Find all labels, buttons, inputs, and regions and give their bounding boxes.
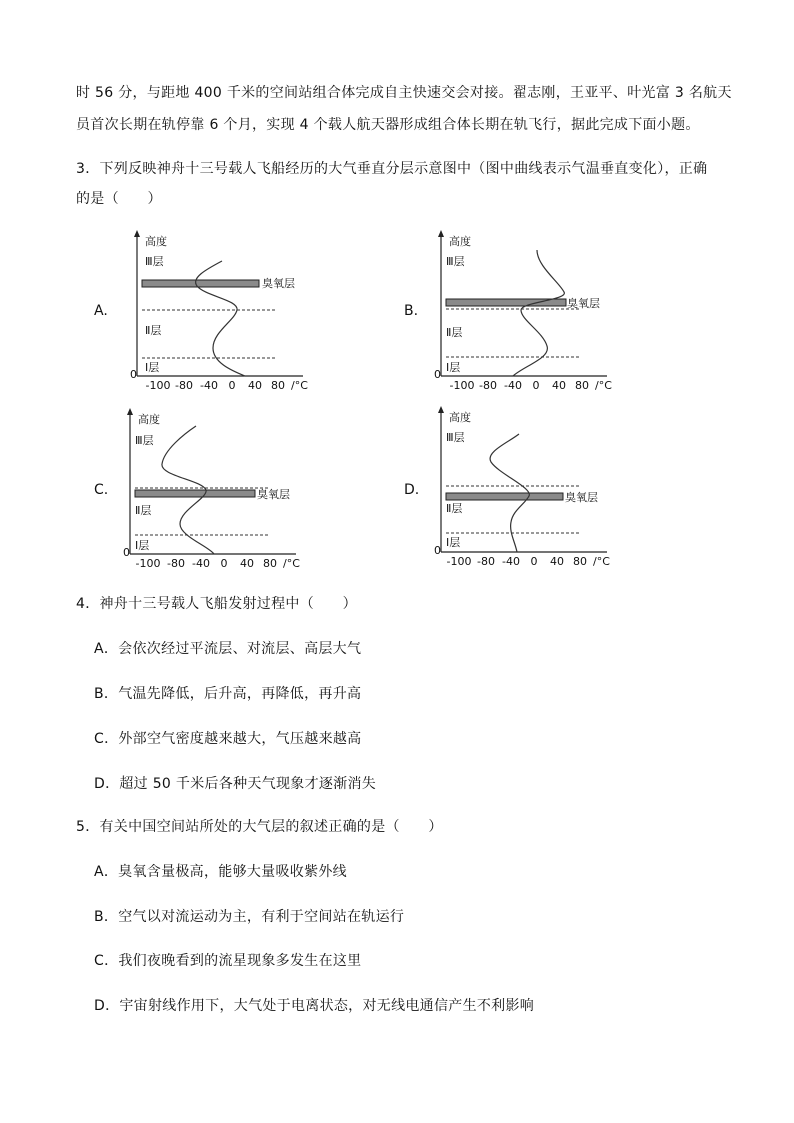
y-axis-arrow — [438, 230, 444, 237]
diagram-b-letter: B. — [404, 303, 419, 319]
tick-label: 0 — [228, 379, 236, 392]
tick-label: -100 — [446, 555, 472, 568]
tick-label: -80 — [167, 557, 185, 570]
q4-option-b: B．气温先降低，后升高，再降低，再升高 — [94, 686, 362, 702]
y-label: 高度 — [138, 413, 160, 426]
diagram-d — [429, 404, 619, 569]
q5-option-a: A．臭氧含量极高，能够大量吸收紫外线 — [94, 864, 347, 880]
origin-label: 0 — [434, 544, 441, 557]
tick-label: 40 — [240, 557, 254, 570]
tick-label: 0 — [530, 555, 538, 568]
q3-stem-line-1: 3．下列反映神舟十三号载人飞船经历的大气垂直分层示意图中（图中曲线表示气温垂直变化），正确 — [76, 161, 708, 177]
tick-label: -40 — [200, 379, 218, 392]
ozone-band — [446, 493, 563, 500]
y-label: 高度 — [449, 411, 471, 424]
q4-option-a: A．会依次经过平流层、对流层、高层大气 — [94, 641, 362, 657]
unit-label: /°C — [593, 555, 610, 568]
origin-label: 0 — [130, 368, 137, 381]
y-axis-arrow — [438, 406, 444, 413]
tick-label: 40 — [248, 379, 262, 392]
tick-label: -80 — [175, 379, 193, 392]
diagram-c-letter: C. — [94, 482, 109, 498]
origin-label: 0 — [123, 546, 130, 559]
layer2-label: Ⅱ层 — [135, 504, 152, 517]
tick-label: -100 — [449, 379, 475, 392]
diagram-a — [125, 228, 315, 393]
ozone-label: 臭氧层 — [567, 297, 600, 310]
tick-label: 80 — [263, 557, 277, 570]
layer1-label: Ⅰ层 — [145, 361, 160, 374]
layer2-label: Ⅱ层 — [145, 324, 162, 337]
layer3-label: Ⅲ层 — [446, 255, 465, 268]
tick-label: 80 — [575, 379, 589, 392]
layer2-label: Ⅱ层 — [446, 502, 463, 515]
layer1-label: Ⅰ层 — [446, 361, 461, 374]
q3-stem-line-2: 的是（ ） — [76, 191, 162, 207]
layer2-label: Ⅱ层 — [446, 326, 463, 339]
y-label: 高度 — [145, 235, 167, 248]
tick-label: 0 — [532, 379, 540, 392]
temperature-curve — [196, 261, 245, 376]
y-axis-arrow — [127, 408, 133, 415]
q5-stem: 5．有关中国空间站所处的大气层的叙述正确的是（ ） — [76, 819, 443, 835]
layer1-label: Ⅰ层 — [446, 536, 461, 549]
tick-label: 40 — [550, 555, 564, 568]
tick-label: -40 — [502, 555, 520, 568]
q4-stem: 4．神舟十三号载人飞船发射过程中（ ） — [76, 596, 357, 612]
q5-option-d: D．宇宙射线作用下，大气处于电离状态，对无线电通信产生不利影响 — [94, 998, 535, 1014]
diagram-c — [118, 406, 308, 571]
tick-label: 40 — [552, 379, 566, 392]
layer1-label: Ⅰ层 — [135, 539, 150, 552]
tick-label: -80 — [477, 555, 495, 568]
ozone-band — [142, 280, 259, 287]
q5-option-c: C．我们夜晚看到的流星现象多发生在这里 — [94, 953, 362, 969]
q5-option-b: B．空气以对流运动为主，有利于空间站在轨运行 — [94, 909, 405, 925]
tick-label: 80 — [573, 555, 587, 568]
y-axis-arrow — [134, 230, 140, 237]
tick-label: -100 — [145, 379, 171, 392]
origin-label: 0 — [434, 368, 441, 381]
intro-line-1: 时 56 分，与距地 400 千米的空间站组合体完成自主快速交会对接。翟志刚，王亚平、叶光富 3 名航天 — [76, 85, 732, 101]
tick-label: -40 — [504, 379, 522, 392]
diagram-b — [429, 228, 619, 393]
layer3-label: Ⅲ层 — [145, 255, 164, 268]
tick-label: -100 — [135, 557, 161, 570]
ozone-label: 臭氧层 — [565, 491, 598, 504]
ozone-label: 臭氧层 — [262, 277, 295, 290]
q4-option-d: D．超过 50 千米后各种天气现象才逐渐消失 — [94, 776, 377, 792]
y-label: 高度 — [449, 235, 471, 248]
unit-label: /°C — [595, 379, 612, 392]
q4-option-c: C．外部空气密度越来越大，气压越来越高 — [94, 731, 362, 747]
tick-label: 0 — [220, 557, 228, 570]
ozone-band — [135, 490, 255, 497]
layer3-label: Ⅲ层 — [135, 434, 154, 447]
ozone-label: 臭氧层 — [257, 488, 290, 501]
unit-label: /°C — [291, 379, 308, 392]
unit-label: /°C — [283, 557, 300, 570]
tick-label: -80 — [479, 379, 497, 392]
diagram-d-letter: D. — [404, 482, 420, 498]
layer3-label: Ⅲ层 — [446, 431, 465, 444]
intro-line-2: 员首次长期在轨停靠 6 个月，实现 4 个载人航天器形成组合体长期在轨飞行，据此完成下面小题。 — [76, 117, 700, 133]
diagram-a-letter: A. — [94, 303, 108, 319]
tick-label: -40 — [192, 557, 210, 570]
tick-label: 80 — [271, 379, 285, 392]
